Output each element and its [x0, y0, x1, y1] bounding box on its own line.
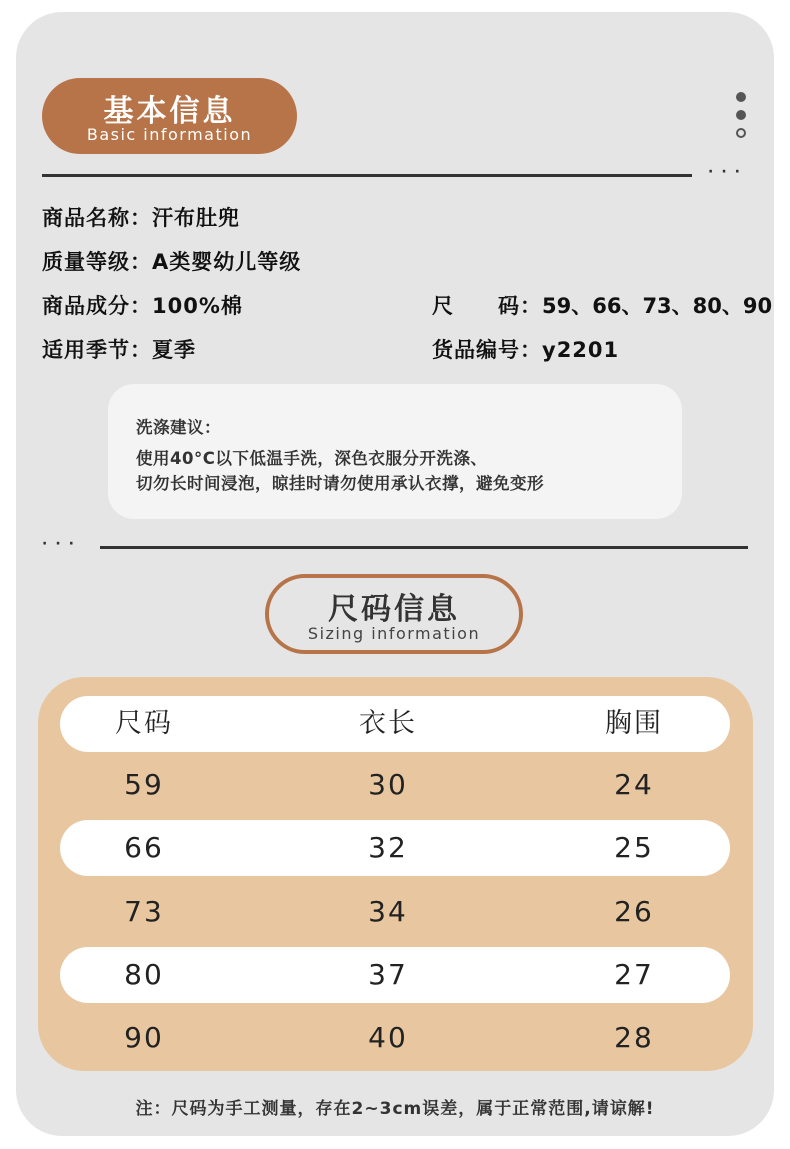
wash-line-1: 使用40°C以下低温手洗，深色衣服分开洗涤、: [136, 449, 488, 468]
wash-line-2: 切勿长时间浸泡，晾挂时请勿使用承认衣撑，避免变形: [136, 474, 544, 493]
table-header-row: [60, 696, 730, 752]
table-row: [60, 1010, 730, 1066]
dot-filled-icon: [736, 110, 746, 120]
dot-filled-icon: [736, 92, 746, 102]
material: 商品成分：100%棉: [42, 294, 243, 318]
quality-grade: 质量等级：A类婴幼儿等级: [42, 250, 302, 274]
divider-dots: ···: [42, 536, 82, 552]
length-cell: 30: [368, 768, 408, 801]
season: 适用季节：夏季: [42, 338, 196, 362]
measurement-note: 注：尺码为手工测量，存在2~3cm误差，属于正常范围,请谅解!: [135, 1099, 655, 1119]
table-row: [60, 820, 730, 876]
chest-cell: 25: [614, 831, 654, 864]
size-list: [432, 290, 772, 320]
header-size: 尺码: [115, 708, 173, 739]
divider-dots: ···: [708, 164, 748, 180]
table-row: [60, 947, 730, 1003]
divider-line: [100, 546, 748, 549]
size-cell: 80: [124, 958, 164, 991]
length-cell: 40: [368, 1021, 408, 1054]
size-cell: 73: [124, 895, 164, 928]
sizing-info-badge: [265, 574, 523, 654]
size-cell: 66: [124, 831, 164, 864]
product-name: 商品名称：汗布肚兜: [42, 206, 240, 230]
chest-cell: 24: [614, 768, 654, 801]
chest-cell: 26: [614, 895, 654, 928]
basic-info-badge: [42, 78, 297, 154]
length-cell: 32: [368, 831, 408, 864]
sizing-info-subtitle: Sizing information: [307, 624, 481, 643]
item-number: 货品编号：y2201: [432, 338, 620, 362]
basic-info-title: 基本信息: [103, 94, 236, 129]
dot-outline-icon: [736, 128, 746, 138]
table-row: [60, 884, 730, 940]
sizing-info-title: 尺码信息: [328, 592, 460, 627]
length-cell: 34: [368, 895, 408, 928]
table-row: [60, 757, 730, 813]
size-cell: 90: [124, 1021, 164, 1054]
size-cell: 59: [124, 768, 164, 801]
size-values: 59、66、73、80、90: [542, 294, 773, 318]
length-cell: 37: [368, 958, 408, 991]
chest-cell: 28: [614, 1021, 654, 1054]
chest-cell: 27: [614, 958, 654, 991]
header-length: 衣长: [359, 708, 417, 739]
header-chest: 胸围: [605, 708, 663, 739]
wash-advice-box: [108, 384, 682, 519]
basic-info-subtitle: Basic information: [86, 125, 253, 144]
wash-title: 洗涤建议：: [136, 418, 221, 437]
size-label: 尺 码：: [432, 294, 542, 318]
dots-decoration: [736, 92, 748, 146]
divider-line: [42, 174, 692, 177]
